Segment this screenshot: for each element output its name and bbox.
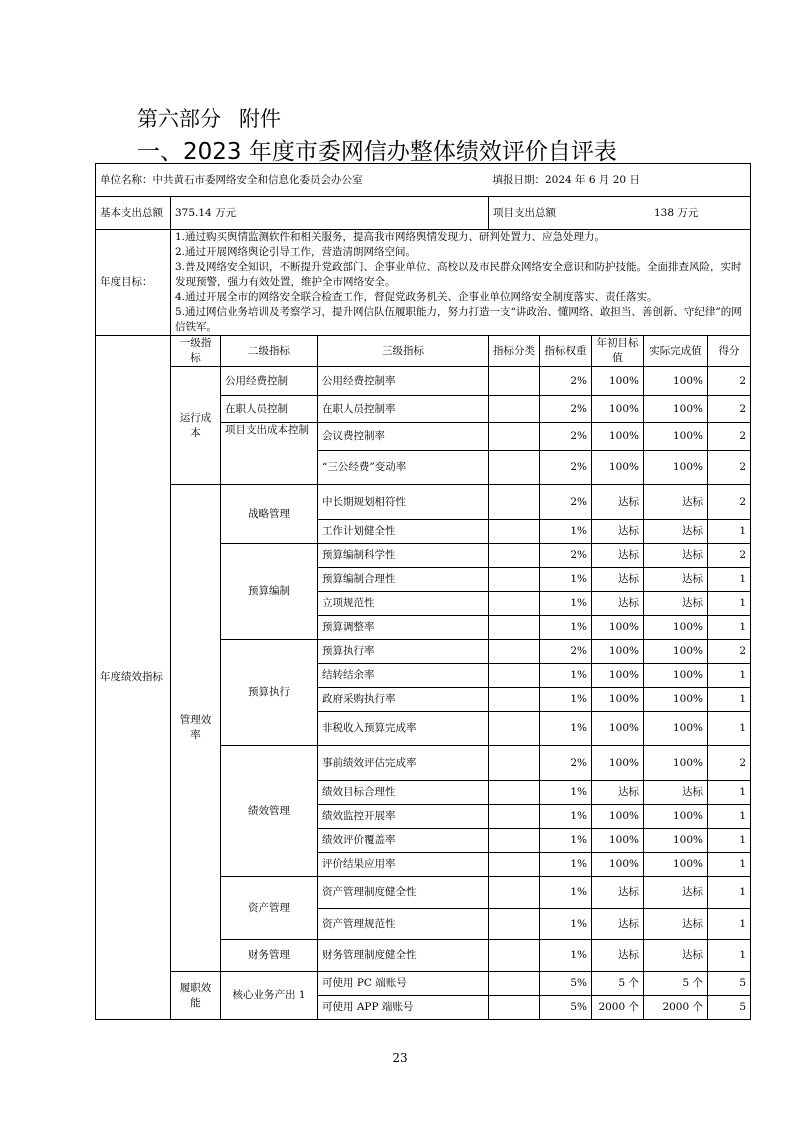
goal-line: 1.通过购买舆情监测软件和相关服务，提高我市网络舆情发现力、研判处置力、应急处理力。 — [175, 231, 606, 243]
level3-cell: 资产管理制度健全性 — [318, 877, 489, 909]
group-performance-effect: 履职效能 — [171, 972, 221, 1020]
score-cell: 1 — [708, 616, 751, 640]
target-cell: 达标 — [592, 940, 644, 972]
actual-cell: 100% — [644, 688, 708, 712]
page-number: 23 — [392, 1051, 408, 1065]
category-cell — [489, 544, 540, 568]
level3-cell: 可使用 APP 端账号 — [318, 996, 489, 1020]
category-cell — [489, 367, 540, 396]
level3-cell: 非税收入预算完成率 — [318, 712, 489, 746]
level2-cell: 绩效管理 — [221, 746, 318, 877]
annual-goals-content — [171, 230, 751, 336]
actual-cell: 达标 — [644, 544, 708, 568]
category-cell — [489, 940, 540, 972]
weight-cell: 2% — [540, 423, 592, 451]
target-cell: 5 个 — [592, 972, 644, 996]
level3-cell: 结转结余率 — [318, 664, 489, 688]
target-cell: 100% — [592, 805, 644, 829]
score-cell: 2 — [708, 367, 751, 396]
actual-cell: 达标 — [644, 909, 708, 940]
level3-cell: 预算编制科学性 — [318, 544, 489, 568]
weight-cell: 2% — [540, 396, 592, 423]
category-cell — [489, 712, 540, 746]
group-management-efficiency: 管理效率 — [171, 485, 221, 972]
weight-cell: 1% — [540, 940, 592, 972]
score-cell: 2 — [708, 746, 751, 781]
score-cell: 1 — [708, 805, 751, 829]
actual-cell: 达标 — [644, 568, 708, 592]
score-cell: 2 — [708, 544, 751, 568]
category-cell — [489, 996, 540, 1020]
actual-cell: 100% — [644, 853, 708, 877]
level3-cell: 资产管理规范性 — [318, 909, 489, 940]
level2-cell: 核心业务产出 1 — [221, 972, 318, 1020]
score-cell: 1 — [708, 781, 751, 805]
score-cell: 1 — [708, 568, 751, 592]
score-cell: 2 — [708, 485, 751, 520]
actual-cell: 100% — [644, 451, 708, 485]
score-cell: 1 — [708, 520, 751, 544]
weight-cell: 1% — [540, 829, 592, 853]
score-cell: 1 — [708, 940, 751, 972]
weight-cell: 2% — [540, 451, 592, 485]
target-cell: 100% — [592, 423, 644, 451]
weight-cell: 5% — [540, 972, 592, 996]
target-cell: 100% — [592, 367, 644, 396]
category-cell — [489, 616, 540, 640]
target-cell: 100% — [592, 664, 644, 688]
score-cell: 1 — [708, 853, 751, 877]
score-cell: 5 — [708, 972, 751, 996]
target-cell: 100% — [592, 853, 644, 877]
project-expense-label: 项目支出总额 — [493, 206, 556, 219]
actual-cell: 达标 — [644, 940, 708, 972]
category-cell — [489, 688, 540, 712]
target-cell: 100% — [592, 396, 644, 423]
actual-cell: 100% — [644, 396, 708, 423]
goal-line: 4.通过开展全市的网络安全联合检查工作，督促党政务机关、企事业单位网络安全制度落实、责任落实。 — [175, 291, 658, 303]
level3-cell: 财务管理制度健全性 — [318, 940, 489, 972]
category-cell — [489, 640, 540, 664]
category-cell — [489, 520, 540, 544]
category-cell — [489, 592, 540, 616]
category-cell — [489, 485, 540, 520]
target-cell: 100% — [592, 451, 644, 485]
actual-cell: 达标 — [644, 592, 708, 616]
level3-cell: 绩效评价覆盖率 — [318, 829, 489, 853]
actual-cell: 2000 个 — [644, 996, 708, 1020]
weight-cell: 1% — [540, 688, 592, 712]
actual-cell: 100% — [644, 640, 708, 664]
score-cell: 1 — [708, 664, 751, 688]
header-weight: 指标权重 — [540, 336, 592, 367]
weight-cell: 1% — [540, 664, 592, 688]
level3-cell: 绩效监控开展率 — [318, 805, 489, 829]
actual-cell: 100% — [644, 712, 708, 746]
part-label: 第六部分 — [137, 107, 221, 131]
weight-cell: 1% — [540, 909, 592, 940]
category-cell — [489, 664, 540, 688]
category-cell — [489, 568, 540, 592]
budget-row — [96, 197, 751, 230]
unit-name: 中共黄石市委网络安全和信息化委员会办公室 — [152, 173, 363, 186]
goal-line: 5.通过网信业务培训及考察学习，提升网信队伍履职能力，努力打造一支“讲政治、懂网络、敢担当、善创新、守纪律”的网信铁军。 — [175, 306, 742, 333]
category-cell — [489, 829, 540, 853]
level3-cell: 事前绩效评估完成率 — [318, 746, 489, 781]
document-title: 一、2023 年度市委网信办整体绩效评价自评表 — [137, 139, 617, 165]
target-cell: 达标 — [592, 568, 644, 592]
actual-cell: 100% — [644, 616, 708, 640]
level2-cell: 公用经费控制 — [221, 367, 318, 396]
unit-cell — [96, 164, 751, 197]
level3-cell: 工作计划健全性 — [318, 520, 489, 544]
weight-cell: 2% — [540, 485, 592, 520]
weight-cell: 1% — [540, 712, 592, 746]
actual-cell: 5 个 — [644, 972, 708, 996]
weight-cell: 2% — [540, 746, 592, 781]
basic-expense-value: 375.14 万元 — [171, 197, 489, 230]
level2-cell: 预算执行 — [221, 640, 318, 746]
weight-cell: 1% — [540, 568, 592, 592]
target-cell: 达标 — [592, 909, 644, 940]
score-cell: 1 — [708, 688, 751, 712]
target-cell: 100% — [592, 829, 644, 853]
weight-cell: 2% — [540, 640, 592, 664]
level3-cell: 可使用 PC 端账号 — [318, 972, 489, 996]
category-cell — [489, 909, 540, 940]
weight-cell: 1% — [540, 616, 592, 640]
score-cell: 1 — [708, 712, 751, 746]
target-cell: 100% — [592, 616, 644, 640]
category-cell — [489, 781, 540, 805]
target-cell: 达标 — [592, 877, 644, 909]
level3-cell: 立项规范性 — [318, 592, 489, 616]
score-cell: 1 — [708, 592, 751, 616]
unit-row — [96, 164, 751, 197]
score-cell: 2 — [708, 396, 751, 423]
header-category: 指标分类 — [489, 336, 540, 367]
header-actual: 实际完成值 — [644, 336, 708, 367]
weight-cell: 1% — [540, 877, 592, 909]
level2-cell: 资产管理 — [221, 877, 318, 940]
actual-cell: 达标 — [644, 520, 708, 544]
actual-cell: 100% — [644, 829, 708, 853]
weight-cell: 1% — [540, 520, 592, 544]
weight-cell: 1% — [540, 853, 592, 877]
score-cell: 2 — [708, 451, 751, 485]
target-cell: 达标 — [592, 520, 644, 544]
category-cell — [489, 972, 540, 996]
level3-cell: “三公经费”变动率 — [318, 451, 489, 485]
score-cell: 5 — [708, 996, 751, 1020]
target-cell: 达标 — [592, 485, 644, 520]
category-cell — [489, 805, 540, 829]
weight-cell: 2% — [540, 544, 592, 568]
level3-cell: 预算执行率 — [318, 640, 489, 664]
weight-cell: 1% — [540, 781, 592, 805]
score-cell: 2 — [708, 423, 751, 451]
header-row — [96, 336, 751, 367]
weight-cell: 5% — [540, 996, 592, 1020]
category-cell — [489, 746, 540, 781]
target-cell: 2000 个 — [592, 996, 644, 1020]
target-cell: 100% — [592, 712, 644, 746]
table-row — [96, 367, 751, 396]
header-level2: 二级指标 — [221, 336, 318, 367]
annual-goals-row — [96, 230, 751, 336]
level2-cell: 财务管理 — [221, 940, 318, 972]
table-row — [96, 972, 751, 996]
level3-cell: 预算调整率 — [318, 616, 489, 640]
weight-cell: 1% — [540, 805, 592, 829]
category-cell — [489, 451, 540, 485]
level3-cell: 评价结果应用率 — [318, 853, 489, 877]
level2-cell: 战略管理 — [221, 485, 318, 544]
level3-cell: 绩效目标合理性 — [318, 781, 489, 805]
table-row — [96, 485, 751, 520]
level3-cell: 预算编制合理性 — [318, 568, 489, 592]
level3-cell: 在职人员控制率 — [318, 396, 489, 423]
header-target: 年初目标值 — [592, 336, 644, 367]
target-cell: 100% — [592, 688, 644, 712]
level3-cell: 会议费控制率 — [318, 423, 489, 451]
level3-cell: 公用经费控制率 — [318, 367, 489, 396]
goal-line: 2.通过开展网络舆论引导工作，营造清朗网络空间。 — [175, 246, 417, 258]
header-level1: 一级指标 — [171, 336, 221, 367]
date-value: 2024 年 6 月 20 日 — [545, 173, 640, 186]
weight-cell: 1% — [540, 592, 592, 616]
basic-expense-label: 基本支出总额 — [96, 197, 171, 230]
evaluation-table — [95, 163, 751, 1020]
indicator-label: 年度绩效指标 — [96, 336, 171, 1020]
actual-cell: 达标 — [644, 485, 708, 520]
category-cell — [489, 853, 540, 877]
project-expense-value: 138 万元 — [654, 206, 699, 219]
score-cell: 1 — [708, 877, 751, 909]
target-cell: 100% — [592, 746, 644, 781]
actual-cell: 100% — [644, 746, 708, 781]
part-title — [137, 103, 281, 133]
score-cell: 2 — [708, 640, 751, 664]
target-cell: 达标 — [592, 592, 644, 616]
header-score: 得分 — [708, 336, 751, 367]
score-cell: 1 — [708, 829, 751, 853]
target-cell: 达标 — [592, 781, 644, 805]
level2-cell: 项目支出成本控制 — [221, 423, 318, 485]
category-cell — [489, 423, 540, 451]
level2-cell: 预算编制 — [221, 544, 318, 640]
actual-cell: 达标 — [644, 781, 708, 805]
actual-cell: 100% — [644, 423, 708, 451]
score-cell: 1 — [708, 909, 751, 940]
actual-cell: 达标 — [644, 877, 708, 909]
weight-cell: 2% — [540, 367, 592, 396]
target-cell: 达标 — [592, 544, 644, 568]
level3-cell: 中长期规划相符性 — [318, 485, 489, 520]
category-cell — [489, 877, 540, 909]
category-cell — [489, 396, 540, 423]
actual-cell: 100% — [644, 664, 708, 688]
actual-cell: 100% — [644, 805, 708, 829]
actual-cell: 100% — [644, 367, 708, 396]
part-name: 附件 — [239, 107, 281, 131]
date-label: 填报日期： — [492, 173, 545, 186]
group-operating-cost: 运行成本 — [171, 367, 221, 485]
level3-cell: 政府采购执行率 — [318, 688, 489, 712]
header-level3: 三级指标 — [318, 336, 489, 367]
project-expense-cell — [489, 197, 751, 230]
level2-cell: 在职人员控制 — [221, 396, 318, 423]
goal-line: 3.普及网络安全知识，不断提升党政部门、企事业单位、高校以及市民群众网络安全意识和防护技能。全面排查风险，实时发现预警，强力有效处置，维护全市网络安全。 — [175, 261, 742, 288]
target-cell: 100% — [592, 640, 644, 664]
unit-label: 单位名称： — [100, 173, 153, 186]
annual-goals-label: 年度目标： — [96, 230, 171, 336]
